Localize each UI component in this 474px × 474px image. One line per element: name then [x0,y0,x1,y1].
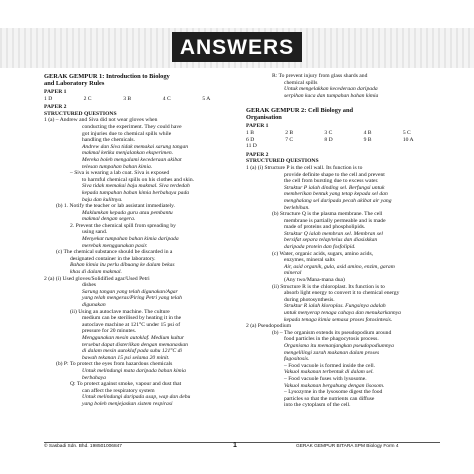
text-line: (b) P: To protect the eyes from hazardous chemicals [56,361,173,368]
text-line: made of proteins and phospholipids. [284,224,366,231]
answer: 4 B [363,129,372,136]
text-line: – Lysozyme in the lysosome digest the food [284,389,383,396]
text-line: Maklumkan kepada guru atau pembantu [82,209,173,216]
banner-title: ANSWERS [172,32,302,62]
text-line: (b) 1. Notify the teacher or lab assistant immediately. [56,203,175,210]
text-line: berbahaya [82,374,106,381]
text-line: Andrew dan Siva tidak memakai sarung tangan [82,143,189,150]
answer: 1 D [44,95,53,102]
section-title: GERAK GEMPUR 1: Introduction to Biology [44,73,170,80]
section-title: GERAK GEMPUR 2: Cell Biology and [246,107,354,115]
text-line: – Food vacuole is formed inside the cell. [284,362,376,369]
footer-publisher: © Sasbadi Sdn. Bhd. 198501006847 [44,444,122,449]
text-line: merebak menggunakan pasir. [82,242,148,249]
text-line: 1 (a) – Andrew and Siva did not wear gloves when [44,117,158,124]
text-line: 2. Prevent the chemical spill from spreading by [70,222,176,229]
structured-heading: STRUCTURED QUESTIONS [44,110,117,117]
text-line: pressure for 20 minutes. [82,328,137,335]
text-line: Air, asid organik, gula, asid amino, enzim, garam [284,263,395,270]
left-column [44,73,242,408]
text-line: mineral [284,270,302,277]
paper1-answers [44,96,242,103]
text-line: Untuk mengelakkan kecederaan daripada [284,86,378,93]
text-line: medium can be sterilised by heating it in the [82,315,182,322]
text-line: Vakuol makanan bergabung dengan lisosom. [284,382,385,389]
paper2-heading: PAPER 2 [44,104,67,111]
text-line: to harmful chemical spills on his clothes and skin. [82,176,195,183]
text-line: dishes [82,282,96,289]
text-line: Struktur R ialah kloroplas. Fungsinya adalah [284,303,386,310]
text-line: Bahan kimia itu perlu dibuang ke dalam bekas [70,262,175,269]
answer: 2 C [83,95,92,102]
text-line: autoclave machine at 121°C under 15 psi of [82,321,181,328]
text-line: khas di dalam makmal. [70,269,122,276]
text-line: digunakan [82,302,106,308]
text-line: membrane is partially permeable and is made [284,217,386,224]
text-line: Untuk melindungi mata daripada bahan kimia [82,367,186,374]
text-line: yang telah mengeras/Piring Petri yang telah [82,295,182,302]
text-line: 2 (a) (i) Used gloves/Solidified agar/Used Petri [44,275,150,282]
answer: 6 D [246,136,255,143]
text-line: chemical spills [284,79,318,86]
text-line: (ii) Structure R is the chloroplast. Its function is to [272,283,385,290]
answer: 10 A [402,136,414,143]
answer: 5 A [202,95,211,102]
text-line: Menggunakan mesin autoklaf. Medium kultur [82,334,185,341]
section-title-cont: Organisation [246,114,282,122]
text-line: handling the chemicals. [82,137,135,144]
text-line: di dalam mesin autoklaf pada suhu 121°C di [82,348,182,355]
paper1-heading: PAPER 1 [44,89,67,95]
text-line: (ii) Using an autoclave machine. The culture [70,308,170,315]
paper1-answers-row [246,137,442,144]
footer-book-title: GERAK GEMPUR BITARA SPM Biology Form 4 [296,444,399,449]
text-line: berlebihan. [284,204,310,211]
text-line: the cell from bursting due to excess water. [284,178,379,185]
text-line: Sarung tangan yang telah digunakan/Agar [82,288,178,295]
answer: 3 B [123,95,132,102]
text-line: 1 (a) (i) Structure P is the cell wall. Its function is to [246,164,363,171]
text-line: – Siva is wearing a lab coat. Siva is exposed [70,170,170,177]
text-line: can affect the respiratory system [82,387,155,394]
text-line: daripada protein dan fosfolipid. [284,244,356,251]
text-line: memberikan bentuk yang tetap kepada sel dan [284,191,388,198]
answer: 2 B [285,129,294,136]
paper1-heading: PAPER 1 [246,123,269,130]
answer: 4 C [162,95,171,102]
text-line: telesan tumpahan bahan kimia. [82,163,153,170]
text-line: particles so that the nutrients can diffuse [284,395,375,402]
text-line: kepada tumpahan bahan kimia berbahaya pada [82,189,190,196]
text-line: (Any two/Mana-mana dua) [284,277,345,284]
text-line: makmal dengan segera. [82,216,136,223]
text-line: (c) The chemical substance should be discarded in a [56,249,173,256]
text-line: during photosynthesis. [284,296,335,303]
text-line: Struktur Q ialah membran sel. Membran sel [284,230,383,237]
right-column [246,73,442,409]
text-line: serpihan kaca dan tumpahan bahan kimia [284,92,379,99]
structured-heading: STRUCTURED QUESTIONS [246,158,319,165]
footer-divider [44,442,440,443]
text-line: Mereka boleh mengalami kecederaan akibat [82,156,182,163]
text-line: using sand. [82,229,108,236]
answer: 3 C [324,129,333,136]
paper2-heading: PAPER 2 [246,151,269,158]
text-line: conducting the experiment. They could have [82,123,182,130]
answer: 8 D [324,136,333,143]
text-line: yang boleh menjejaskan sistem respirasi [82,400,173,407]
paper1-answers-row [246,143,442,150]
text-line: Vakuol makanan terbentuk di dalam sel. [284,369,374,376]
text-line: got injuries due to chemical spills while [82,130,172,137]
text-line: R: To prevent injury from glass shards and [272,73,368,79]
text-line: Menyekat tumpahan bahan kimia daripada [82,236,179,243]
text-line: mengelilingi zarah makanan dalam proses [284,349,380,356]
text-line: tersebut dapat disterilkan dengan memanaskan [82,341,188,348]
page-number: 1 [233,442,237,449]
text-line: (c) Water, organic acids, sugars, amino acids, [272,250,374,257]
text-line: – Food vacuole fuses with lysosome. [284,375,367,382]
paper1-answers-row [246,130,442,137]
text-line: makmal ketika menjalankan eksperimen. [82,150,174,157]
text-line: enzymes, mineral salts [284,257,335,264]
text-line: Siva tidak memakai baju makmal. Siva terdedah [82,183,190,190]
text-line: 2 (a) Pseudopodium [246,323,292,330]
text-line: fagositosis. [284,356,310,363]
text-line: into the cytoplasm of the cell. [284,402,351,409]
text-line: Struktur P ialah dinding sel. Berfungsi untuk [284,184,385,191]
text-line: untuk menyerap tenaga cahaya dan menukarkannya [284,310,401,316]
text-line: (b) – The organism extends its pseudopodium around [272,329,392,336]
text-line: Q: To protect against smoke, vapour and dust that [70,381,182,388]
answer: 1 B [246,129,254,136]
text-line: Untuk melindungi daripada asap, wap dan debu [82,394,191,401]
text-line: menghalang sel daripada pecah akibat air yang [284,197,392,204]
answer: 9 B [363,136,372,143]
banner-strip [0,28,474,68]
text-line: food particles in the phagocytosis process. [284,336,379,343]
answer: 5 C [402,129,411,136]
text-line: absorb light energy to convert it to chemical energy [284,290,400,297]
answer: 11 D [246,143,257,150]
section-title-cont: and Laboratory Rules [44,80,105,87]
text-line: bersifat separa telap/telus dan diasiskkan [284,237,378,244]
text-line: kepada tenaga kimia semasa proses fotosintesis. [284,316,393,323]
text-line: baju dan kulitnya. [82,196,123,203]
text-line: provide definite shape to the cell and prevent [284,171,385,178]
text-line: designated container in the laboratory. [70,255,156,262]
text-line: bawah tekanan 15 psi selama 20 minit. [82,354,170,361]
answer: 7 C [285,136,294,143]
text-line: Organisma itu memanjangkan pseudopodiumnya [284,342,394,349]
text-line: (b) Structure Q is the plasma membrane. The cell [272,211,383,218]
